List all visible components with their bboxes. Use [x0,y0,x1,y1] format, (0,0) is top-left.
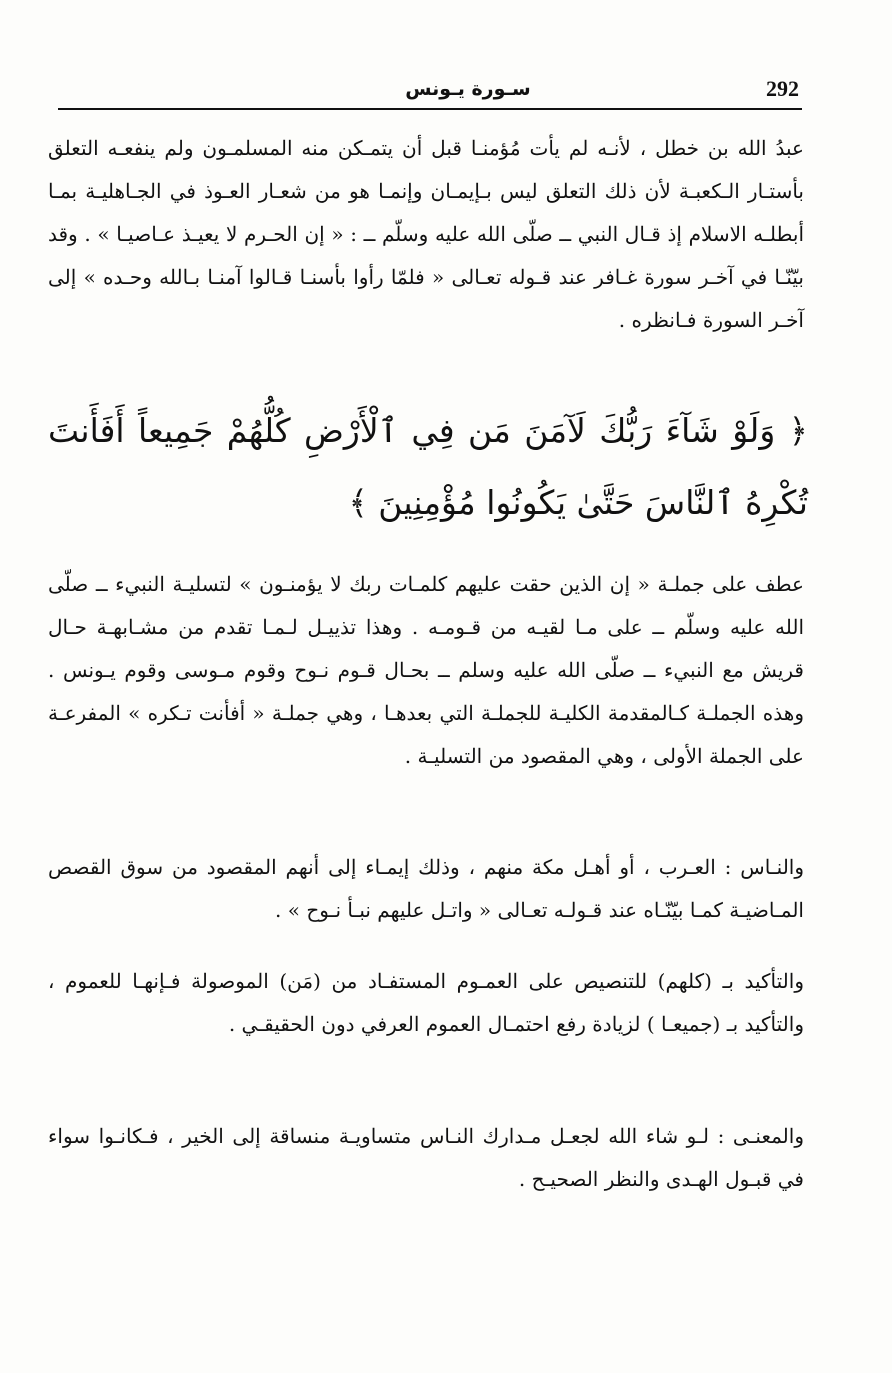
commentary-paragraph-3: والتأكيد بـ (كلهم) للتنصيص على العمـوم المستفـاد من (مَن) الموصولة فـإنهـا للعموم ، والتأكيد بـ (جميعـا ) لزيادة رفع احتمـال العموم العرفي دون الحقيقـي . [48,969,804,1036]
surah-title: سـورة يـونس [405,78,531,100]
page-number: 292 [766,76,799,101]
intro-paragraph: عبدُ الله بن خطل ، لأنـه لم يأت مُؤمنـا قبل أن يتمـكن منه المسلمـون ولم ينفعـه التعلق بأستـار الـكعبـة لأن ذلك التعلق ليس بـإيمـان وإنمـا هو من شعـار العـوذ في الجـاهليـة بمـا أبطلـه الاسلام إذ قـال النبي ــ صلّى الله عليه وسلّم ــ : « إن الحـرم لا يعيـذ عـاصيـا » . وقد بيّنّـا في آخـر سورة غـافر عند قـوله تعـالى « فلمّا رأوا بأسنـا قـالوا آمنـا بـالله وحـده » إلى آخـر السورة فـانظره . [48,136,804,332]
commentary-paragraph-1: عطف على جملـة « إن الذين حقت عليهم كلمـات ربك لا يؤمنـون » لتسليـة النبيء ــ صلّى الله عليه وسلّم ــ على مـا لقيـه من قـومـه . وهذا تذييـل لـمـا تقدم من مشـابهـة حـال قريش مع النبيء ــ صلّى الله عليه وسلم ــ بحـال قـوم نـوح وقوم مـوسى وقوم يـونس . وهذه الجملـة كـالمقدمة الكليـة للجملـة التي بعدهـا ، وهي جملـة « أفأنت تـكره » المفرعـة على الجملة الأولى ، وهي المقصود من التسليـة . [48,572,804,768]
page-header [58,70,802,108]
commentary-paragraph-2: والنـاس : العـرب ، أو أهـل مكة منهم ، وذلك إيمـاء إلى أنهم المقصود من سوق القصص المـاضيـة كمـا بيّنّـاه عند قـولـه تعـالى « واتـل عليهم نبـأ نـوح » . [48,855,804,922]
quran-verse: ﴿ وَلَوْ شَآءَ رَبُّكَ لَآمَنَ مَن فِي ٱلْأَرْضِ كُلُّهُمْ جَمِيعاً أَفَأَنتَ تُكْرِهُ ٱلنَّاسَ حَتَّىٰ يَكُونُوا مُؤْمِنِينَ ﴾ [48,411,808,522]
commentary-paragraph-4: والمعنـى : لـو شاء الله لجعـل مـدارك النـاس متساويـة منساقة إلى الخير ، فـكانـوا سواء في قبـول الهـدى والنظر الصحيـح . [48,1124,804,1191]
header-divider [58,108,802,110]
